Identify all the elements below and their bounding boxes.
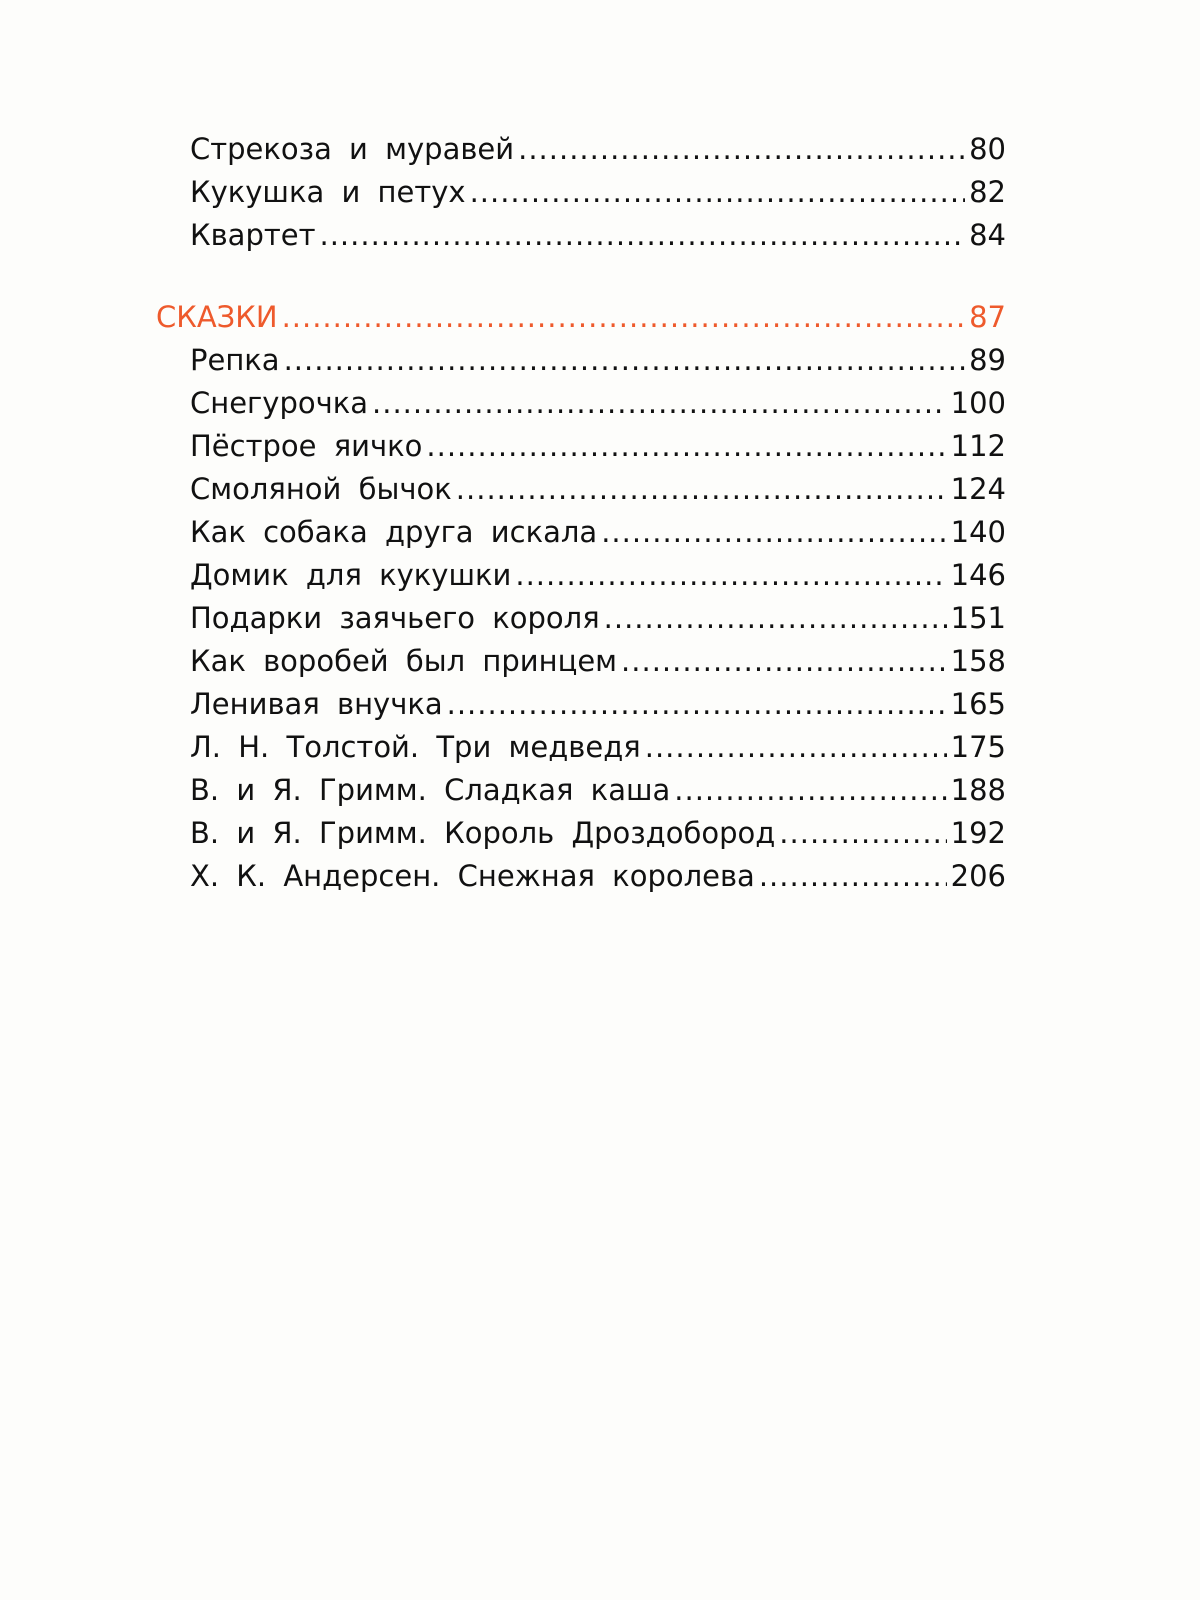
dot-leader bbox=[604, 597, 947, 640]
dot-leader bbox=[426, 425, 946, 468]
toc-entry-title: Л. Н. Толстой. Три медведя bbox=[190, 730, 641, 764]
dot-leader bbox=[447, 683, 947, 726]
toc-entry-title: Х. К. Андерсен. Снежная королева bbox=[190, 859, 755, 893]
toc-entry-title: Квартет bbox=[190, 218, 316, 252]
dot-leader bbox=[470, 171, 966, 214]
toc-entry-title: В. и Я. Гримм. Король Дроздобород bbox=[190, 816, 776, 850]
toc-entry[interactable] bbox=[0, 726, 1006, 769]
toc-entry[interactable] bbox=[0, 812, 1006, 855]
toc-entry-page: 124 bbox=[950, 472, 1006, 506]
toc-entry[interactable] bbox=[0, 425, 1006, 468]
toc-entry[interactable] bbox=[0, 640, 1006, 683]
toc-entry-page: 84 bbox=[969, 218, 1006, 252]
toc-entry-page: 206 bbox=[950, 859, 1006, 893]
dot-leader bbox=[601, 511, 946, 554]
toc-entry[interactable] bbox=[0, 339, 1006, 382]
dot-leader bbox=[779, 812, 946, 855]
toc-entry-page: 80 bbox=[969, 132, 1006, 166]
toc-entry[interactable] bbox=[0, 214, 1006, 257]
toc-entry-page: 192 bbox=[950, 816, 1006, 850]
toc-entry[interactable] bbox=[0, 171, 1006, 214]
toc-entry-title: Репка bbox=[190, 343, 280, 377]
toc-entry[interactable] bbox=[0, 511, 1006, 554]
dot-leader bbox=[518, 128, 965, 171]
toc-entry-page: 100 bbox=[950, 386, 1006, 420]
toc-entry-title: Ленивая внучка bbox=[190, 687, 443, 721]
toc-entry-title: Подарки заячьего короля bbox=[190, 601, 600, 635]
toc-entry-page: 140 bbox=[950, 515, 1006, 549]
dot-leader bbox=[284, 339, 966, 382]
toc-entry-page: 89 bbox=[969, 343, 1006, 377]
toc-entry-page: 82 bbox=[969, 175, 1006, 209]
toc-entry-title: Кукушка и петух bbox=[190, 175, 466, 209]
dot-leader bbox=[320, 214, 966, 257]
section-page: 87 bbox=[969, 300, 1006, 334]
toc-entry-title: Пёстрое яичко bbox=[190, 429, 423, 463]
toc-entry[interactable] bbox=[0, 683, 1006, 726]
toc-entry[interactable] bbox=[0, 554, 1006, 597]
toc-entry-page: 175 bbox=[950, 730, 1006, 764]
toc-entry-title: Смоляной бычок bbox=[190, 472, 452, 506]
toc-entry-title: Стрекоза и муравей bbox=[190, 132, 515, 166]
toc-entry[interactable] bbox=[0, 128, 1006, 171]
dot-leader bbox=[621, 640, 947, 683]
toc-entry[interactable] bbox=[0, 468, 1006, 511]
toc-entry-page: 165 bbox=[950, 687, 1006, 721]
toc-entry-page: 158 bbox=[950, 644, 1006, 678]
toc-entry[interactable] bbox=[0, 382, 1006, 425]
toc-entry[interactable] bbox=[0, 855, 1006, 898]
toc-entry-page: 112 bbox=[950, 429, 1006, 463]
toc-entry-page: 146 bbox=[950, 558, 1006, 592]
dot-leader bbox=[515, 554, 946, 597]
toc-entry-page: 188 bbox=[950, 773, 1006, 807]
toc-entry-title: Как воробей был принцем bbox=[190, 644, 618, 678]
toc-section-heading[interactable] bbox=[0, 296, 1006, 339]
toc-entry-title: В. и Я. Гримм. Сладкая каша bbox=[190, 773, 671, 807]
toc-entry-page: 151 bbox=[950, 601, 1006, 635]
dot-leader bbox=[759, 855, 947, 898]
dot-leader bbox=[456, 468, 947, 511]
toc-entry-title: Домик для кукушки bbox=[190, 558, 512, 592]
dot-leader bbox=[282, 296, 966, 339]
toc-entry-title: Как собака друга искала bbox=[190, 515, 598, 549]
dot-leader bbox=[674, 769, 946, 812]
toc-section-skazki bbox=[0, 296, 1200, 898]
dot-leader bbox=[372, 382, 947, 425]
toc-top-entries bbox=[0, 128, 1200, 257]
dot-leader bbox=[645, 726, 947, 769]
toc-entry-title: Снегурочка bbox=[190, 386, 369, 420]
toc-entry[interactable] bbox=[0, 597, 1006, 640]
section-title: СКАЗКИ bbox=[156, 300, 278, 334]
toc-entry[interactable] bbox=[0, 769, 1006, 812]
